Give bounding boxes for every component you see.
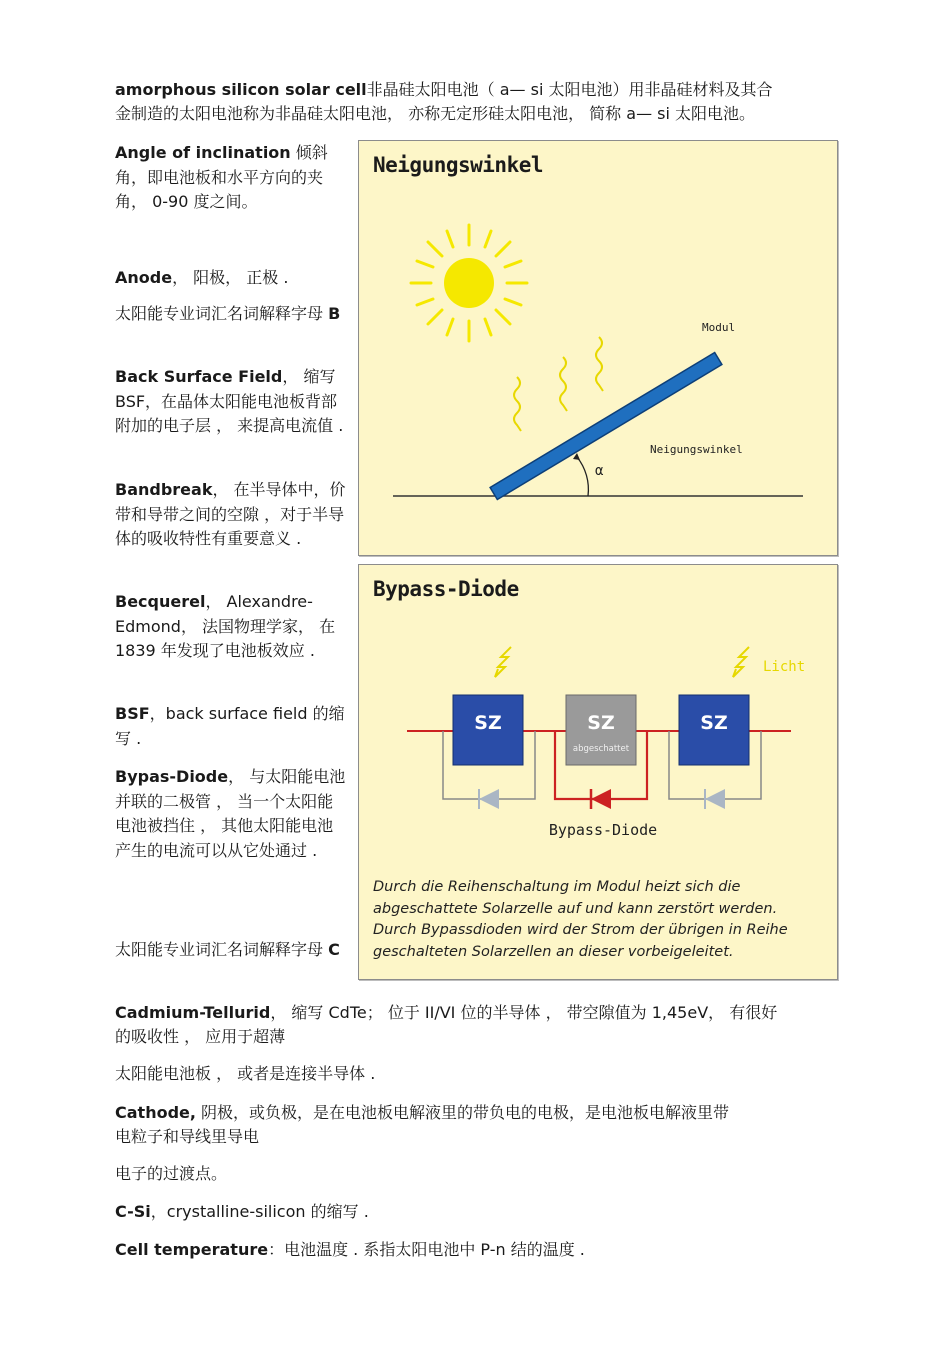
def-csi: ，crystalline-silicon 的缩写 . [150, 1202, 369, 1221]
figure-neigungswinkel [358, 140, 838, 556]
light-label: Licht [763, 659, 806, 675]
angle-arc [577, 457, 588, 496]
entry-angle [115, 141, 347, 215]
diode-icon-3 [705, 789, 725, 809]
term-amorphous: amorphous silicon solar cell [115, 80, 367, 99]
def-becquerel: ， Alexandre-Edmond， 法国物理学家， 在1839 年发现了电池板效应 . [115, 592, 336, 660]
diode-icon-1 [479, 789, 499, 809]
diode-icon-2 [591, 789, 611, 809]
term-anode: Anode [115, 268, 173, 287]
entry-becquerel [115, 590, 347, 664]
section-c-text: 太阳能专业词汇名词解释字母 [115, 940, 324, 959]
term-cdte: Cadmium-Tellurid [115, 1003, 271, 1022]
section-b-text: 太阳能专业词汇名词解释字母 [115, 304, 324, 323]
def-bandbreak: ， 在半导体中，价带和导带之间的空隙 ，对于半导体的吸收特性有重要意义 . [115, 480, 346, 548]
light-rays-icon-2 [495, 647, 749, 677]
figure1-title: Neigungswinkel [373, 153, 544, 177]
entry-cathode-line3: 电子的过渡点。 [115, 1164, 228, 1183]
entry-bypass-diode [115, 765, 347, 863]
def-cathode-1: 阴极，或负极，是在电池板电解液里的带负电的电极，是电池板电解液里带 [195, 1103, 730, 1122]
alpha-label: α [595, 463, 604, 479]
entry-amorphous-line1 [115, 78, 773, 102]
figure1-diagram [359, 141, 837, 555]
bypass-diode-label: Bypass-Diode [548, 821, 658, 839]
term-csi: C-Si [115, 1202, 151, 1221]
solar-module [490, 353, 722, 500]
section-heading-b [115, 302, 347, 327]
sun-icon [411, 225, 527, 341]
term-celltemp: Cell temperature [115, 1240, 269, 1259]
term-angle: Angle of inclination [115, 143, 291, 162]
modul-label: Modul [702, 321, 736, 334]
term-bypass: Bypas-Diode [115, 767, 229, 786]
section-b-letter: B [328, 304, 341, 323]
entry-cdte-line2: 的吸收性 ， 应用于超薄 [115, 1027, 286, 1046]
section-c-letter: C [328, 940, 340, 959]
def-amorphous-1: 非晶硅太阳电池（ a— si 太阳电池）用非晶硅材料及其合 [366, 80, 773, 99]
entry-csi [115, 1200, 369, 1224]
term-bsf: BSF [115, 704, 150, 723]
term-bsf-long: Back Surface Field [115, 367, 283, 386]
cell-label-1: SZ [474, 712, 502, 734]
angle-label: Neigungswinkel [650, 443, 743, 456]
section-heading-c [115, 938, 347, 963]
entry-back-surface-field [115, 365, 347, 439]
entry-cathode-line1 [115, 1101, 729, 1125]
def-celltemp: ：电池温度 . 系指太阳电池中 P-n 结的温度 . [268, 1240, 585, 1259]
entry-amorphous-line2: 金制造的太阳电池称为非晶硅太阳电池， 亦称无定形硅太阳电池， 简称 a— si 太阳电池。 [115, 104, 756, 123]
def-bsf-long: ， 缩写 BSF，在晶体太阳能电池板背部附加的电子层 ， 来提高电流值 . [115, 367, 344, 435]
figure-bypass-diode [358, 564, 838, 980]
def-anode: ， 阳极， 正极 . [172, 268, 289, 287]
def-bypass: ， 与太阳能电池并联的二极管 ， 当一个太阳能电池被挡住 ， 其他太阳能电池产生的电流可以从它处通过 . [115, 767, 346, 860]
shaded-label: abgeschattet [572, 744, 630, 754]
cell-label-3: SZ [700, 712, 728, 734]
figure2-caption: Durch die Reihenschaltung im Modul heizt sich die abgeschattete Solarzelle auf und kann zerstört werden. Durch Bypassdioden wird der Strom der übrigen in Reihe geschalteten Solarzellen an dieser vorbeigeleitet. [373, 879, 788, 960]
term-becquerel: Becquerel [115, 592, 206, 611]
def-bsf: ，back surface field 的缩写 . [115, 704, 345, 748]
term-bandbreak: Bandbreak [115, 480, 213, 499]
entry-anode [115, 266, 347, 291]
entry-bandbreak [115, 478, 347, 552]
def-cdte-1: ， 缩写 CdTe； 位于 II/VI 位的半导体 ， 带空隙值为 1,45eV， 有很好 [270, 1003, 778, 1022]
entry-cathode-line2: 电粒子和导线里导电 [115, 1127, 260, 1146]
figure2-diagram [359, 565, 837, 865]
entry-cell-temperature [115, 1238, 585, 1262]
entry-cdte-line3: 太阳能电池板 ， 或者是连接半导体 . [115, 1064, 376, 1083]
term-cathode: Cathode, [115, 1103, 196, 1122]
light-rays-icon [514, 337, 603, 431]
def-angle: 倾斜角，即电池板和水平方向的夹角， 0-90 度之间。 [115, 143, 328, 211]
figure2-title: Bypass-Diode [373, 577, 519, 601]
cell-label-2: SZ [587, 712, 615, 734]
entry-bsf [115, 702, 347, 751]
entry-cdte-line1 [115, 1001, 777, 1025]
